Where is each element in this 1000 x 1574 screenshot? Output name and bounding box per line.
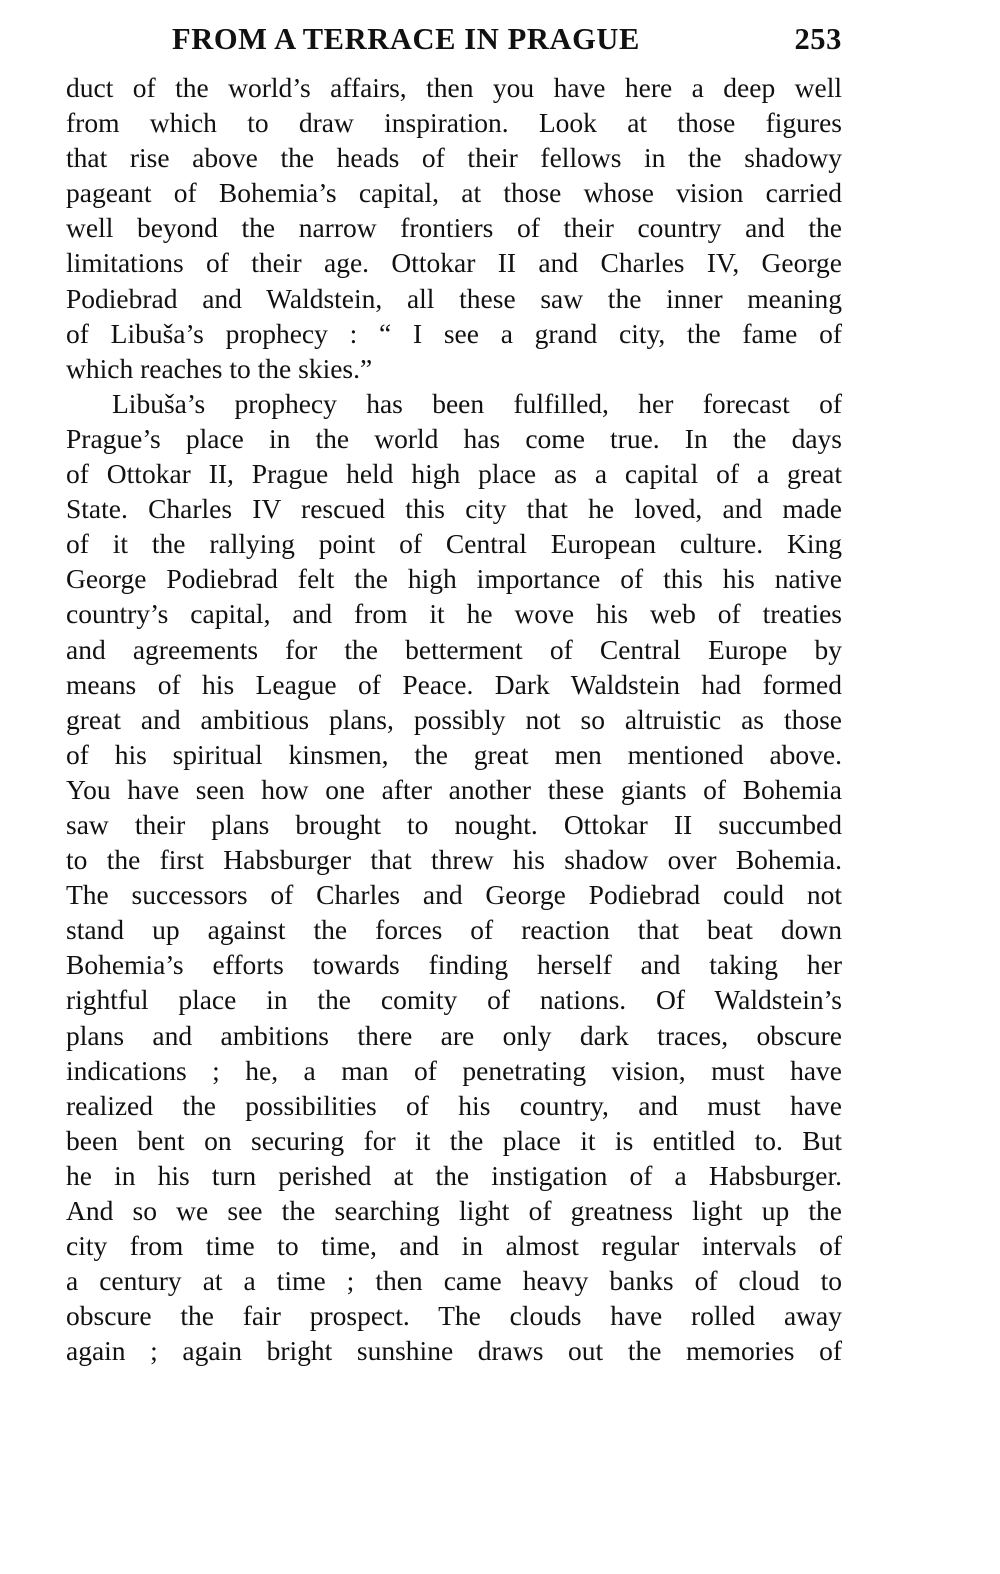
text-line: State. Charles IV rescued this city that he loved, and made (66, 493, 842, 525)
text-line: which reaches to the skies.” (66, 352, 373, 384)
text-line: country’s capital, and from it he wove his web of treaties (66, 598, 842, 630)
text-line: rightful place in the comity of nations. Of Waldstein’s (66, 984, 842, 1016)
page-header (66, 22, 842, 70)
text-line: Prague’s place in the world has come true. In the days (66, 422, 842, 454)
text-line: of it the rallying point of Central European culture. King (66, 528, 842, 560)
text-line: of Ottokar II, Prague held high place as a capital of a great (66, 458, 842, 490)
text-line: city from time to time, and in almost regular intervals of (66, 1230, 842, 1262)
text-line: he in his turn perished at the instigation of a Habsburger. (66, 1159, 842, 1191)
text-line: stand up against the forces of reaction that beat down (66, 914, 842, 946)
page-number: 253 (794, 22, 842, 56)
text-line: realized the possibilities of his country, and must have (66, 1089, 842, 1121)
text-line: means of his League of Peace. Dark Waldstein had formed (66, 668, 842, 700)
text-line: again ; again bright sunshine draws out the memories of (66, 1335, 842, 1367)
text-line: pageant of Bohemia’s capital, at those whose vision carried (66, 177, 842, 209)
text-line: that rise above the heads of their fellows in the shadowy (66, 142, 842, 174)
text-line: You have seen how one after another these giants of Bohemia (66, 773, 842, 805)
text-line: obscure the fair prospect. The clouds have rolled away (66, 1300, 842, 1332)
paragraph-2 (66, 386, 842, 1369)
text-line: The successors of Charles and George Podiebrad could not (66, 879, 842, 911)
text-line: Libuša’s prophecy has been fulfilled, her forecast of (112, 387, 842, 419)
text-line: saw their plans brought to nought. Ottokar II succumbed (66, 808, 842, 840)
text-line: and agreements for the betterment of Central Europe by (66, 633, 842, 665)
text-line: from which to draw inspiration. Look at those figures (66, 107, 842, 139)
text-line: a century at a time ; then came heavy banks of cloud to (66, 1265, 842, 1297)
text-line: plans and ambitions there are only dark traces, obscure (66, 1019, 842, 1051)
text-line: duct of the world’s affairs, then you have here a deep well (66, 72, 842, 103)
text-line: Podiebrad and Waldstein, all these saw the inner meaning (66, 282, 842, 314)
paragraph-1 (66, 70, 842, 386)
text-line: been bent on securing for it the place it is entitled to. But (66, 1124, 842, 1156)
book-page (66, 22, 842, 1368)
text-line: of his spiritual kinsmen, the great men mentioned above. (66, 738, 842, 770)
text-line: of Libuša’s prophecy : “ I see a grand city, the fame of (66, 317, 842, 349)
text-line: limitations of their age. Ottokar II and Charles IV, George (66, 247, 842, 279)
text-line: to the first Habsburger that threw his shadow over Bohemia. (66, 844, 842, 876)
text-line: Bohemia’s efforts towards finding herself and taking her (66, 949, 842, 981)
text-line: And so we see the searching light of greatness light up the (66, 1195, 842, 1226)
text-line: George Podiebrad felt the high importance of this his native (66, 563, 842, 595)
text-line: great and ambitious plans, possibly not so altruistic as those (66, 703, 842, 735)
body-text (66, 70, 842, 1368)
running-head: FROM A TERRACE IN PRAGUE (172, 22, 640, 56)
text-line: indications ; he, a man of penetrating vision, must have (66, 1054, 842, 1086)
text-line: well beyond the narrow frontiers of their country and the (66, 212, 842, 244)
